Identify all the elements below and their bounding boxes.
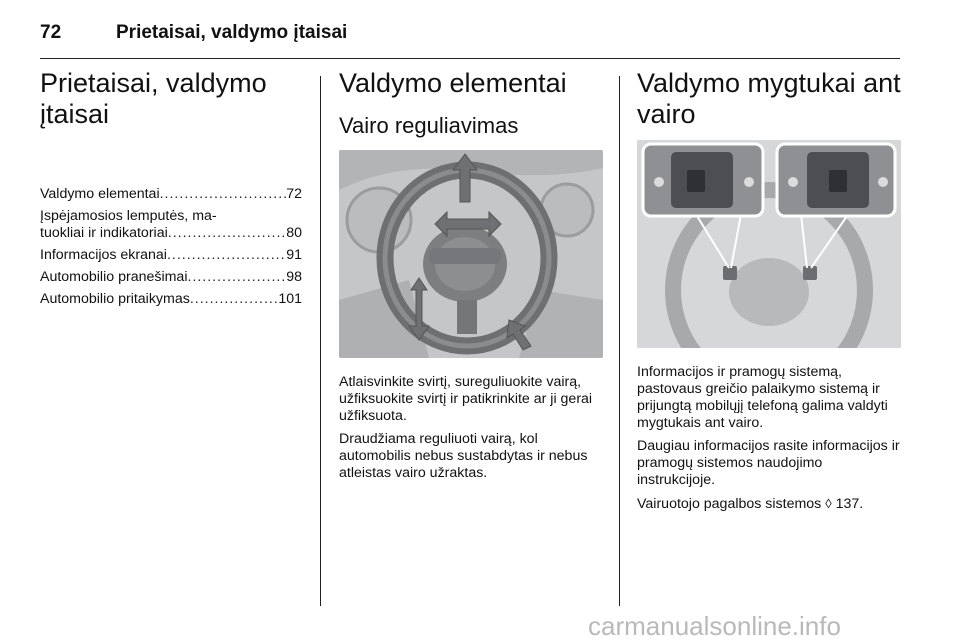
toc-item-page: 98 <box>286 269 302 285</box>
paragraph: Daugiau informacijos rasite informacijos ir pramogų sistemos naudojimo instrukcijoje. <box>637 438 900 488</box>
toc-item-vehicle-personalisation[interactable] <box>40 291 302 308</box>
steering-adjustment-illustration <box>339 150 603 358</box>
column-steering-adjust <box>339 68 603 488</box>
column-divider-2 <box>619 76 620 606</box>
section-body <box>339 374 603 482</box>
toc-item-label: Informacijos ekranai <box>40 247 167 263</box>
section-title: Valdymo elementai <box>339 68 567 98</box>
cross-reference[interactable] <box>637 495 903 513</box>
toc-leader <box>190 291 279 308</box>
running-title: Prietaisai, valdymo įtaisai <box>116 22 348 43</box>
toc-item-label: Valdymo elementai <box>40 186 160 202</box>
toc-item-label: tuokliai ir indikatoriai <box>40 225 168 241</box>
page-reference-icon: ◊ <box>825 496 832 511</box>
column-contents <box>40 68 302 313</box>
toc-item-label: Automobilio pritaikymas <box>40 291 190 307</box>
column-divider-1 <box>320 76 321 606</box>
toc-item-page: 91 <box>286 247 302 263</box>
reference-page: 137. <box>835 496 864 512</box>
steering-wheel-adjust-figure <box>339 150 603 358</box>
page-number: 72 <box>40 22 62 43</box>
toc-item-vehicle-messages[interactable] <box>40 269 302 286</box>
section-body <box>637 364 903 513</box>
toc-item-page: 80 <box>286 225 302 241</box>
header-rule <box>40 58 900 59</box>
chapter-title: Prietaisai, valdymo įtaisai <box>40 68 267 129</box>
toc-item-info-displays[interactable] <box>40 247 302 264</box>
watermark: carmanualsonline.info <box>588 611 841 641</box>
table-of-contents <box>40 186 302 308</box>
toc-item-page: 101 <box>278 291 302 307</box>
subsection-title: Vairo reguliavimas <box>339 113 519 138</box>
toc-leader <box>160 186 287 203</box>
toc-item-warning-lights[interactable] <box>40 208 302 242</box>
reference-text: Vairuotojo pagalbos sistemos <box>637 496 822 512</box>
column-steering-controls <box>637 68 903 519</box>
paragraph: Informacijos ir pramogų sistemą, pastovaus greičio palaikymo sistemą ir prijungtą mobilųjį telefoną galima valdyti mygtukais ant vairo. <box>637 364 888 431</box>
toc-item-controls[interactable] <box>40 186 302 203</box>
toc-leader <box>168 225 286 242</box>
toc-leader <box>167 247 286 264</box>
steering-controls-illustration <box>637 140 901 348</box>
toc-item-label: Automobilio pranešimai <box>40 269 188 285</box>
toc-item-page: 72 <box>286 186 302 202</box>
paragraph: Atlaisvinkite svirtį, sureguliuokite vairą, užfiksuokite svirtį ir patikrinkite ar ji gerai užfiksuota. <box>339 374 593 424</box>
section-title: Valdymo mygtukai ant vairo <box>637 68 901 129</box>
toc-leader <box>187 269 286 286</box>
toc-item-label-line1: Įspėjamosios lemputės, ma- <box>40 208 217 224</box>
steering-controls-figure <box>637 140 901 348</box>
paragraph: Draudžiama reguliuoti vairą, kol automobilis nebus sustabdytas ir nebus atleistas vairo užraktas. <box>339 431 588 481</box>
